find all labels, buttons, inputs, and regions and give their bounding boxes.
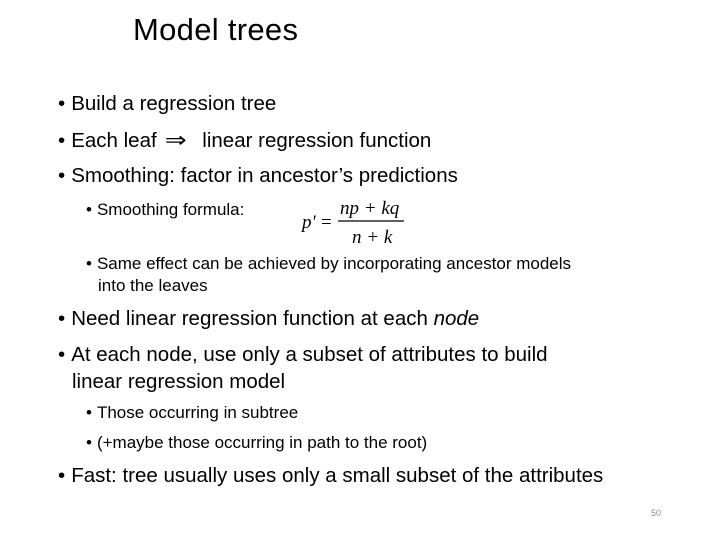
bullet-marker: • [86,433,92,452]
formula-numerator: np + kq [340,198,400,219]
bullet-need-linear-regression [58,309,479,330]
bullet-text: Build a regression tree [71,92,277,115]
bullet-marker: • [86,254,92,273]
bullet-smoothing-formula [86,201,244,218]
bullet-text-emphasis: node [433,307,480,330]
bullet-text: Smoothing: factor in ancestor’s predictions [71,164,458,187]
bullet-occurring-subtree [86,404,298,421]
bullet-text-each-leaf: Each leaf [71,129,157,152]
bullet-same-effect [86,255,571,272]
bullet-occurring-path [86,434,427,451]
bullet-subset-continuation [72,372,285,393]
bullet-text: Fast: tree usually uses only a small subset of the attributes [71,464,604,487]
bullet-build-regression-tree [58,94,276,115]
bullet-marker: • [58,164,66,187]
bullet-text: (+maybe those occurring in path to the root) [96,433,428,452]
bullet-text-line1: At each node, use only a subset of attributes to build [71,343,548,366]
bullet-text-line2: linear regression model [72,370,286,393]
formula-lhs: p' [302,212,316,233]
bullet-text-line2: into the leaves [98,276,208,295]
bullet-fast [58,466,603,487]
bullet-smoothing [58,166,458,187]
bullet-text: Smoothing formula: [96,200,245,219]
bullet-marker: • [86,403,92,422]
bullet-text: Those occurring in subtree [96,403,299,422]
formula-equals: = [321,212,332,233]
bullet-text: Need linear regression function at each [71,307,434,330]
formula-denominator: n + k [352,227,393,248]
bullet-subset-of-attributes [58,345,548,366]
slide-title: Model trees [133,12,299,47]
bullet-text-line1: Same effect can be achieved by incorporating ancestor models [96,254,572,273]
smoothing-formula [298,195,408,250]
bullet-marker: • [58,307,66,330]
bullet-text-linear-regression-function: linear regression function [202,129,432,152]
bullet-marker: • [58,343,66,366]
bullet-marker: • [58,464,66,487]
bullet-marker: • [58,92,66,115]
page-number: 50 [651,508,662,518]
bullet-marker: • [86,200,92,219]
bullet-marker: • [58,129,66,152]
implies-arrow-icon: ⇒ [164,128,187,152]
bullet-same-effect-continuation [98,277,208,294]
bullet-each-leaf [58,130,431,152]
